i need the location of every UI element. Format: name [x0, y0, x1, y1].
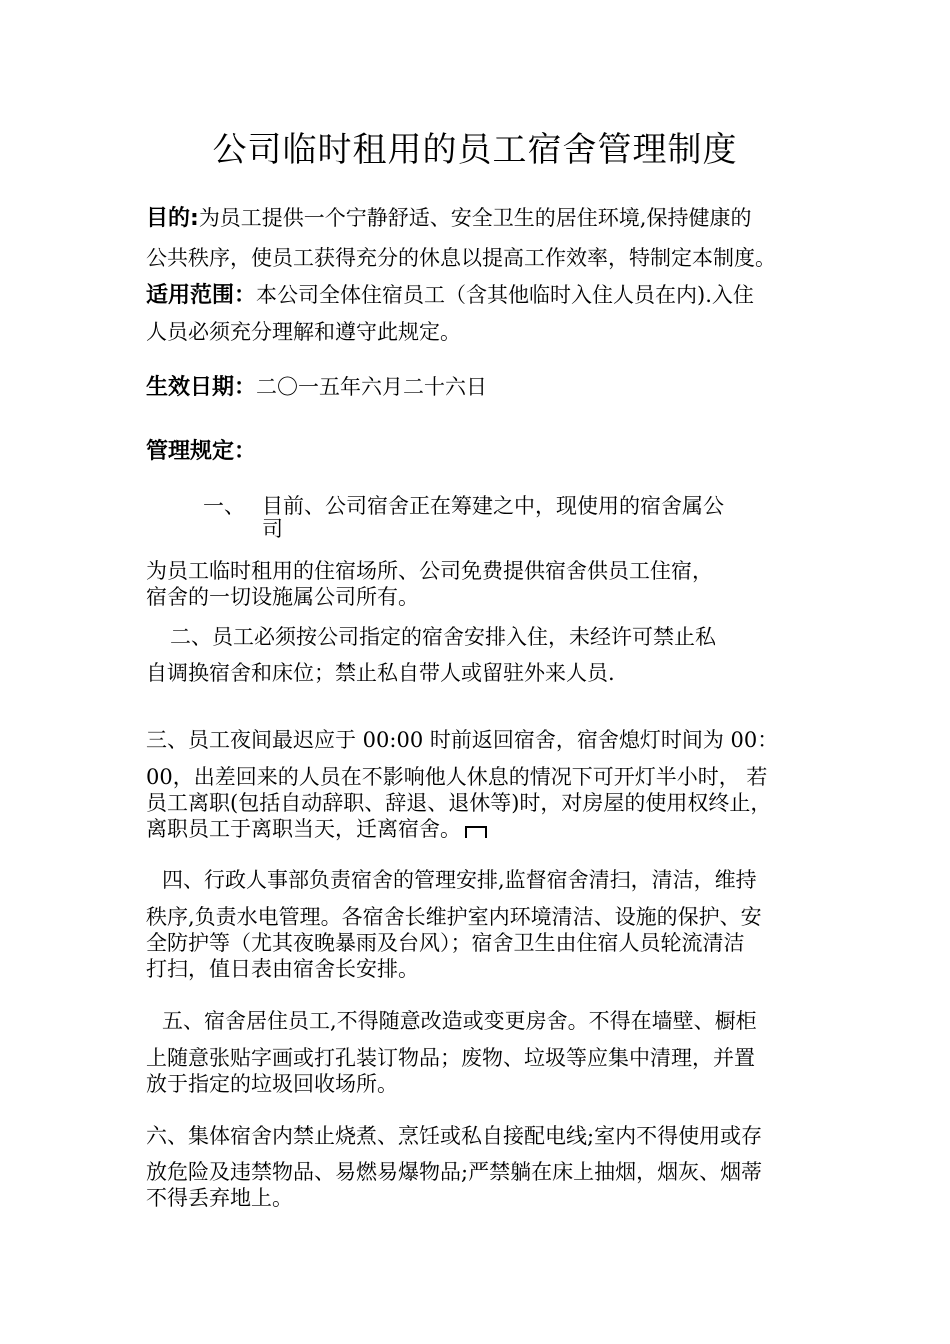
effective-date-value: 二〇一五年六月二十六日: [256, 375, 488, 399]
effective-date-label: 生效日期：: [146, 375, 257, 400]
rule-2-text-1: 二、员工必须按公司指定的宿舍安排入住，未经许可禁止私: [170, 625, 716, 649]
rule-3-line-4: [146, 814, 487, 844]
scope-line-1: [146, 280, 754, 311]
rule-6-text-1: 六、集体宿舍内禁止烧煮、烹饪或私自接配电线;室内不得使用或存: [146, 1124, 763, 1148]
purpose-line-1: [146, 203, 752, 234]
purpose-text-2: 公共秩序，使员工获得充分的休息以提高工作效率，特制定本制度。: [146, 246, 776, 270]
rule-5-text-2: 上随意张贴字画或打孔装订物品；废物、垃圾等应集中清理，并置: [146, 1046, 755, 1070]
rule-2-text-2: 自调换宿舍和床位；禁止私自带人或留驻外来人员.: [146, 661, 615, 685]
rule-3-text-3: 员工离职(包括自动辞职、辞退、退休等)时，对房屋的使用权终止，: [146, 791, 772, 815]
rule-3-text-4: 离职员工于离职当天，迁离宿舍。: [146, 817, 461, 841]
rule-4-text-4: 打扫，值日表由宿舍长安排。: [146, 957, 419, 981]
scope-text-1: 本公司全体住宿员工（含其他临时入住人员在内).入住: [256, 283, 754, 307]
purpose-label: 目的:: [146, 206, 199, 231]
purpose-text-1: 为员工提供一个宁静舒适、安全卫生的居住环境,保持健康的: [198, 206, 752, 230]
scope-text-2: 人员必须充分理解和遵守此规定。: [146, 320, 461, 344]
rule-5-text-3: 放于指定的垃圾回收场所。: [146, 1072, 398, 1096]
bracket-mark-icon: [465, 826, 487, 838]
effective-date-line: [146, 372, 487, 403]
rule-5-text-1: 五、宿舍居住员工,不得随意改造或变更房舍。不得在墙壁、橱柜: [162, 1009, 757, 1033]
rule-4-text-2: 秩序,负责水电管理。各宿舍长维护室内环境清洁、设施的保护、安: [146, 905, 762, 929]
rule-1-text-1b: 司: [262, 517, 283, 541]
rules-heading: 管理规定：: [146, 439, 257, 464]
rule-3-text-2: 00，出差回来的人员在不影响他人休息的情况下可开灯半小时， 若: [146, 765, 768, 789]
page-title: 公司临时租用的员工宿舍管理制度: [212, 130, 738, 170]
rule-1-text-3: 宿舍的一切设施属公司所有。: [146, 585, 419, 609]
rule-3-text-1: 三、员工夜间最迟应于 00:00 时前返回宿舍，宿舍熄灯时间为 00：: [146, 728, 779, 752]
rule-4-text-3: 全防护等（尤其夜晚暴雨及台风）；宿舍卫生由住宿人员轮流清洁: [146, 931, 745, 955]
rule-4-text-1: 四、行政人事部负责宿舍的管理安排,监督宿舍清扫，清洁，维持: [162, 868, 757, 892]
rule-1-text-2: 为员工临时租用的住宿场所、公司免费提供宿舍供员工住宿，: [146, 559, 713, 583]
scope-label: 适用范围：: [146, 283, 257, 308]
rule-6-text-2: 放危险及违禁物品、易燃易爆物品;严禁躺在床上抽烟，烟灰、烟蒂: [146, 1160, 763, 1184]
rule-1-text-1: 目前、公司宿舍正在筹建之中，现使用的宿舍属公: [262, 494, 724, 518]
rule-6-text-3: 不得丢弃地上。: [146, 1186, 293, 1210]
rule-1-number: 一、: [203, 494, 245, 518]
